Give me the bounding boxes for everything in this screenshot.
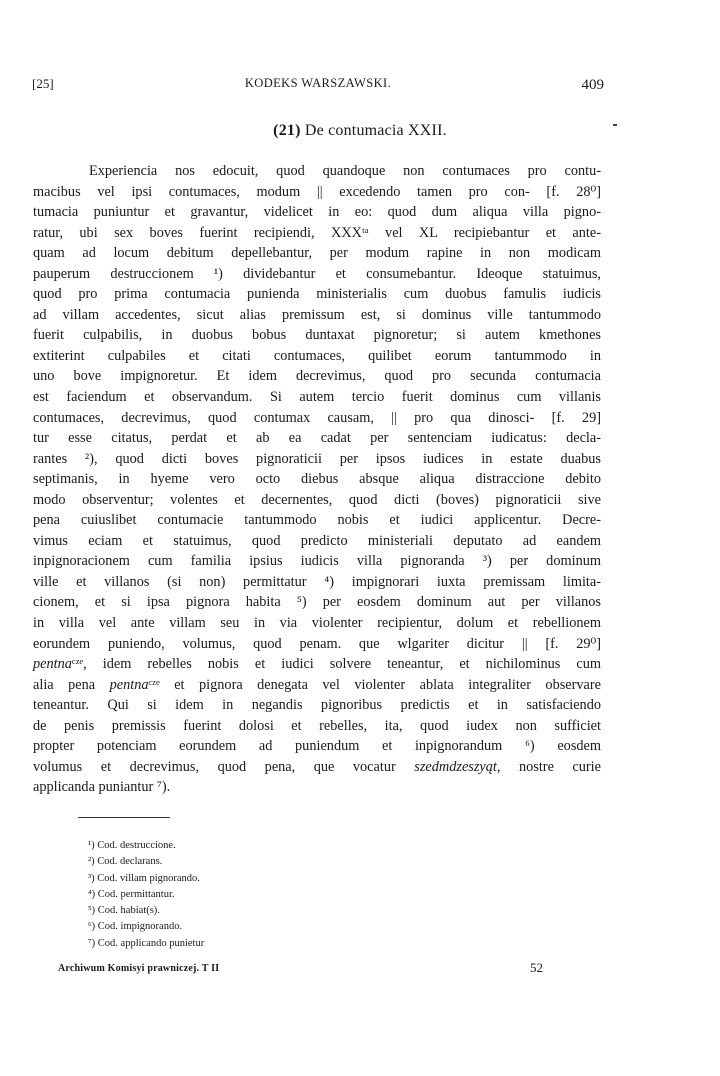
footnote: ²) Cod. declarans.	[88, 856, 163, 868]
footer-series: Archiwum Komisyi prawniczej. T II	[58, 963, 220, 974]
running-title: KODEKS WARSZAWSKI.	[244, 76, 392, 90]
text-line: quam ad locum debitum depellebantur, per modum rapine in non modicam	[33, 245, 601, 262]
text-line: pentnaᶜᶻᵉ, idem rebelles nobis et iudici solvere teneantur, et nichilominus cum	[33, 656, 601, 673]
text-line: applicanda puniantur ⁷).	[33, 779, 171, 796]
text-line: de penis premissis fuerint dolosi et rebelles, ita, quod iudex non sufficiet	[33, 717, 601, 734]
chapter-title-text: De contumacia XXII.	[304, 122, 447, 139]
text-line: inpignoracionem cum familia ipsius iudicis villa pignoranda ³) per dominum	[33, 553, 601, 570]
page-number: 409	[581, 77, 604, 93]
footnote: ³) Cod. villam pignorando.	[88, 872, 200, 884]
chapter-number: (21)	[273, 122, 301, 139]
footnote: ⁷) Cod. applicando punietur	[88, 937, 205, 949]
body-text	[33, 161, 601, 798]
text-line: quod pro prima contumacia punienda ministerialis cum duobus famulis iudicis	[33, 286, 601, 303]
text-line: ad villam accedentes, sicut alias premissum est, si dominus ville tantummodo	[33, 306, 601, 323]
text-line: teneantur. Qui si idem in negandis pignoribus predictis et in satisfaciendo	[33, 697, 601, 714]
text-line: extiterint culpabiles et citati contumaces, quilibet eorum tantummodo in	[33, 347, 601, 364]
text-line: tumacia puniuntur et gravantur, videlicet in eo: quod dum aliqua villa pigno-	[33, 204, 601, 221]
text-line: est faciendum et observandum. Si autem tercio fuerit dominus cum villanis	[33, 389, 601, 406]
footnote: ¹) Cod. destruccione.	[88, 840, 176, 851]
running-header	[32, 76, 604, 96]
text-line: pauperum destruccionem ¹) dividebantur et consumebantur. Ideoque statuimus,	[33, 265, 601, 282]
text-line: ville et villanos (si non) permittatur ⁴) impignorari iuxta premissam limita-	[33, 573, 601, 590]
text-line: septimanis, in hyeme vero octo diebus absque aliqua distraccione debito	[33, 471, 601, 488]
text-line: rantes ²), quod dicti boves pignoraticii per ipsos iudices in estate duabus	[33, 450, 601, 467]
text-line: uno bove impignoretur. Et idem decrevimus, quod pro secunda contumacia	[33, 368, 601, 385]
section-number: [25]	[32, 76, 54, 91]
text-line: fuerit culpabilis, in duobus bobus duntaxat pignoretur; si autem kmethones	[33, 327, 601, 344]
text-line: ratur, ubi sex boves fuerint recipiendi, XXXᵗᵃ vel XL recipiebantur et ante-	[33, 224, 601, 241]
footnotes	[88, 838, 204, 952]
footnote: ⁶) Cod. impignorando.	[88, 921, 183, 933]
chapter-title	[0, 122, 720, 140]
footnote-rule	[78, 817, 170, 818]
text-line: alia pena pentnaᶜᶻᵉ et pignora denegata vel violenter ablata integraliter observare	[33, 676, 601, 693]
text-line: contumaces, decrevimus, quod contumax causam, || pro qua dinosci- [f. 29]	[33, 409, 601, 426]
text-line: macibus vel ipsi contumaces, modum || excedendo tamen pro con- [f. 28⁰]	[33, 183, 601, 200]
text-line: cionem, et si ipsa pignora habita ⁵) per eosdem dominum aut per villanos	[33, 594, 601, 611]
text-line: Experiencia nos edocuit, quod quandoque non contumaces pro contu-	[89, 163, 601, 179]
text-line: tur esse citatus, perdat et ab ea cadat per sentenciam iudicatus: decla-	[33, 430, 601, 447]
text-line: volumus et decrevimus, quod pena, que vocatur szedmdzeszyąt, nostre curie	[33, 758, 601, 775]
footnote: ⁴) Cod. permittantur.	[88, 888, 175, 900]
footer-signature: 52	[530, 960, 543, 975]
text-line: in villa vel ante villam seu in via violenter recipientur, dolum et rebellionem	[33, 615, 601, 632]
text-line: modo observentur; volentes et decernentes, quod dicti (boves) pignoraticii sive	[33, 491, 601, 508]
footnote: ⁵) Cod. habiat(s).	[88, 905, 160, 917]
text-line: eorundem puniendo, volumus, quod penam. que wlgariter dicitur || [f. 29⁰]	[33, 635, 601, 652]
text-line: propter potenciam eorundem ad puniendum et inpignorandum ⁶) eosdem	[33, 738, 601, 755]
text-line: pena cuiuslibet contumacie tantummodo nobis et iudici applicentur. Decre-	[33, 512, 601, 529]
text-line: vimus eciam et statuimus, quod predicto ministeriali deputato ad eandem	[33, 532, 601, 549]
